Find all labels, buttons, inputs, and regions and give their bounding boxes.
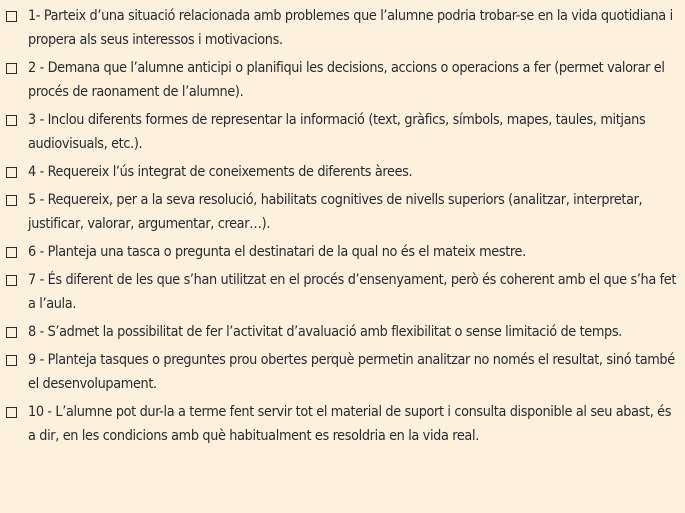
checklist-item-8	[6, 320, 679, 344]
checklist-item-1-text: 1- Parteix d’una situació relacionada amb problemes que l’alumne podria trobar-se en la vida quotidiana i propera als seus interessos i motivacions.	[28, 8, 673, 48]
checklist-item-6	[6, 240, 679, 264]
checkbox-4[interactable]	[6, 167, 17, 178]
checklist-item-5-text: 5 - Requereix, per a la seva resolució, habilitats cognitives de nivells superiors (analitzar, interpretar, justificar, valorar, argumentar, crear…).	[28, 192, 643, 232]
checklist-item-5	[6, 188, 679, 236]
checklist-item-7	[6, 268, 679, 316]
checklist-item-4	[6, 160, 679, 184]
criteria-checklist	[6, 4, 679, 448]
checkbox-2[interactable]	[6, 63, 17, 74]
checkbox-3[interactable]	[6, 115, 17, 126]
checklist-item-10	[6, 400, 679, 448]
checklist-item-9	[6, 348, 679, 396]
checkbox-7[interactable]	[6, 275, 17, 286]
checklist-item-9-text: 9 - Planteja tasques o preguntes prou obertes perquè permetin analitzar no només el resultat, sinó també el desenvolupament.	[28, 352, 675, 392]
checklist-item-2-text: 2 - Demana que l’alumne anticipi o planifiqui les decisions, accions o operacions a fer (permet valorar el procés de raonament de l’alumne).	[28, 60, 665, 100]
checklist-item-2	[6, 56, 679, 104]
checkbox-9[interactable]	[6, 355, 17, 366]
checkbox-6[interactable]	[6, 247, 17, 258]
checklist-item-8-text: 8 - S’admet la possibilitat de fer l’activitat d’avaluació amb flexibilitat o sense limitació de temps.	[28, 324, 622, 340]
checklist-item-10-text: 10 - L’alumne pot dur-la a terme fent servir tot el material de suport i consulta disponible al seu abast, és a dir, en les condicions amb què habitualment es resoldria en la vida real.	[28, 404, 672, 444]
checkbox-10[interactable]	[6, 407, 17, 418]
checklist-item-1	[6, 4, 679, 52]
checklist-item-3-text: 3 - Inclou diferents formes de representar la informació (text, gràfics, símbols, mapes, taules, mitjans audiovisuals, etc.).	[28, 112, 646, 152]
checkbox-8[interactable]	[6, 327, 17, 338]
checkbox-1[interactable]	[6, 11, 17, 22]
checklist-item-7-text: 7 - És diferent de les que s’han utilitzat en el procés d’ensenyament, però és coherent amb el que s’ha fet a l’aula.	[28, 272, 677, 312]
checkbox-5[interactable]	[6, 195, 17, 206]
checklist-item-3	[6, 108, 679, 156]
checklist-item-6-text: 6 - Planteja una tasca o pregunta el destinatari de la qual no és el mateix mestre.	[28, 244, 526, 260]
checklist-item-4-text: 4 - Requereix l’ús integrat de coneixements de diferents àrees.	[28, 164, 413, 180]
